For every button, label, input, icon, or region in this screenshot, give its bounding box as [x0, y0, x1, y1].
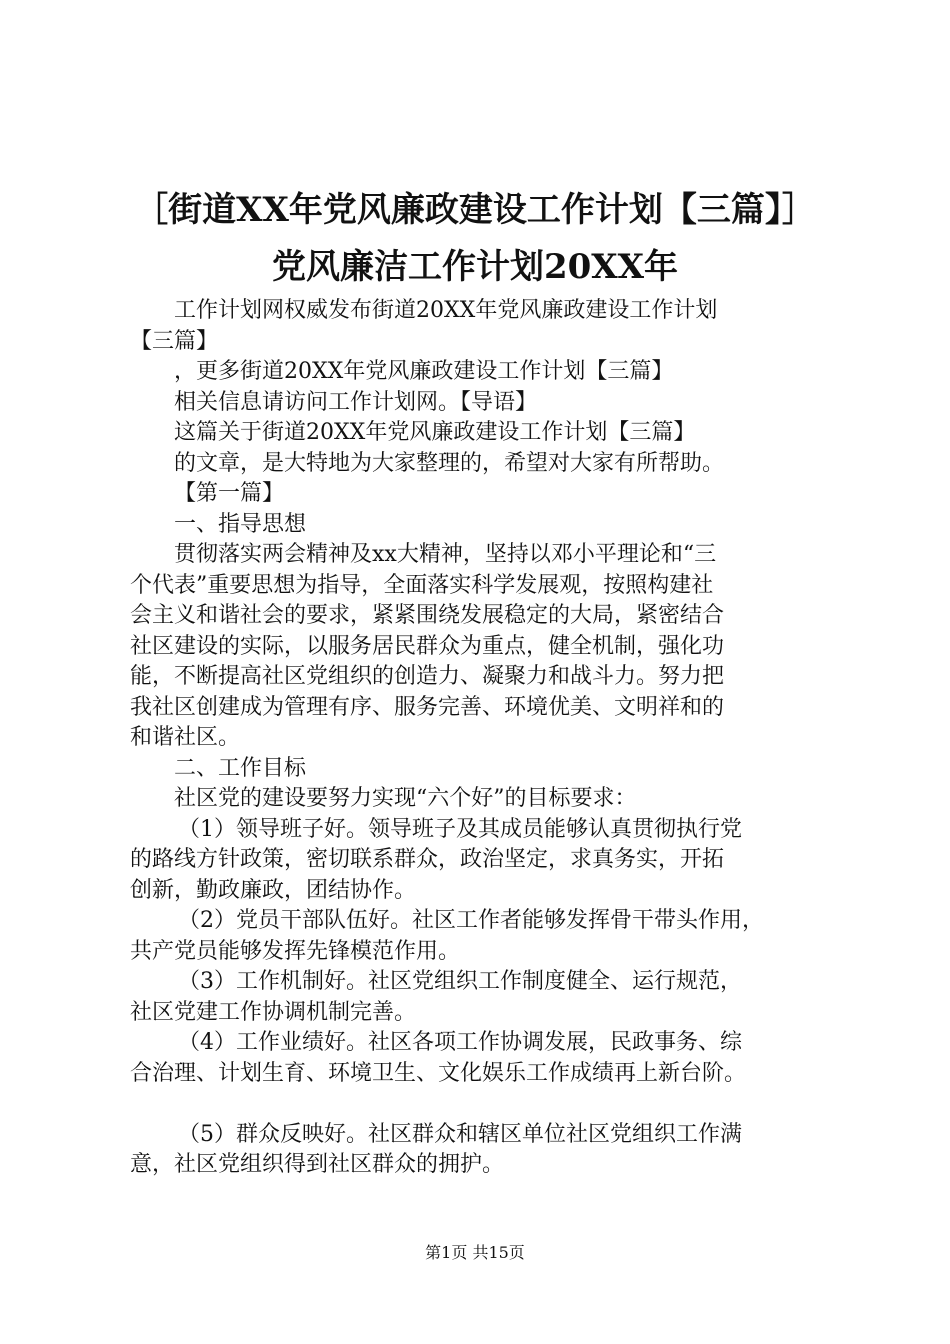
body-line: 贯彻落实两会精神及xx大精神，坚持以邓小平理论和“三	[174, 542, 717, 567]
body-line: 社区党的建设要努力实现“六个好”的目标要求：	[174, 786, 637, 811]
body-line: 的文章，是大特地为大家整理的，希望对大家有所帮助。	[174, 450, 725, 476]
body-line: 意，社区党组织得到社区群众的拥护。	[130, 1152, 505, 1177]
body-line: 社区党建工作协调机制完善。	[130, 999, 417, 1025]
body-line: 会主义和谐社会的要求，紧紧围绕发展稳定的大局，紧密结合	[130, 603, 725, 628]
body-line: 社区建设的实际，以服务居民群众为重点，健全机制，强化功	[130, 633, 725, 659]
body-line: 共产党员能够发挥先锋模范作用。	[130, 938, 461, 964]
body-line: （3）工作机制好。社区党组织工作制度健全、运行规范，	[178, 969, 742, 994]
paragraph-gap	[130, 1089, 830, 1120]
body-line: 【三篇】	[130, 328, 219, 354]
section-heading: 【第一篇】	[174, 481, 285, 506]
body-line: （4）工作业绩好。社区各项工作协调发展，民政事务、综	[178, 1030, 742, 1055]
body-line: 工作计划网权威发布街道20XX年党风廉政建设工作计划	[174, 298, 718, 323]
body-line: 合治理、计划生育、环境卫生、文化娱乐工作成绩再上新台阶。	[130, 1060, 747, 1086]
body-line: 和谐社区。	[130, 725, 241, 750]
document-body	[130, 296, 830, 1181]
body-line: （5）群众反映好。社区群众和辖区单位社区党组织工作满	[178, 1121, 742, 1147]
section-heading: 一、指导思想	[174, 511, 307, 537]
document-title-line-1: ［街道XX年党风廉政建设工作计划【三篇】］	[134, 190, 816, 230]
body-line: （1）领导班子好。领导班子及其成员能够认真贯彻执行党	[178, 816, 742, 842]
body-line: 能，不断提高社区党组织的创造力、凝聚力和战斗力。努力把	[130, 664, 725, 689]
body-line: 我社区创建成为管理有序、服务完善、环境优美、文明祥和的	[130, 694, 725, 720]
section-heading: 二、工作目标	[174, 755, 307, 781]
page-number-footer: 第1页 共15页	[425, 1243, 525, 1262]
document-title-line-2: 党风廉洁工作计划20XX年	[271, 247, 679, 287]
body-line: （2）党员干部队伍好。社区工作者能够发挥骨干带头作用，	[178, 908, 764, 933]
body-line: ，更多街道20XX年党风廉政建设工作计划【三篇】	[174, 359, 674, 384]
body-line: 个代表”重要思想为指导，全面落实科学发展观，按照构建社	[130, 572, 714, 598]
body-line: 的路线方针政策，密切联系群众，政治坚定，求真务实，开拓	[130, 847, 725, 872]
body-line: 相关信息请访问工作计划网。【导语】	[174, 389, 538, 415]
body-line: 创新，勤政廉政，团结协作。	[130, 877, 417, 903]
body-line: 这篇关于街道20XX年党风廉政建设工作计划【三篇】	[174, 420, 696, 445]
